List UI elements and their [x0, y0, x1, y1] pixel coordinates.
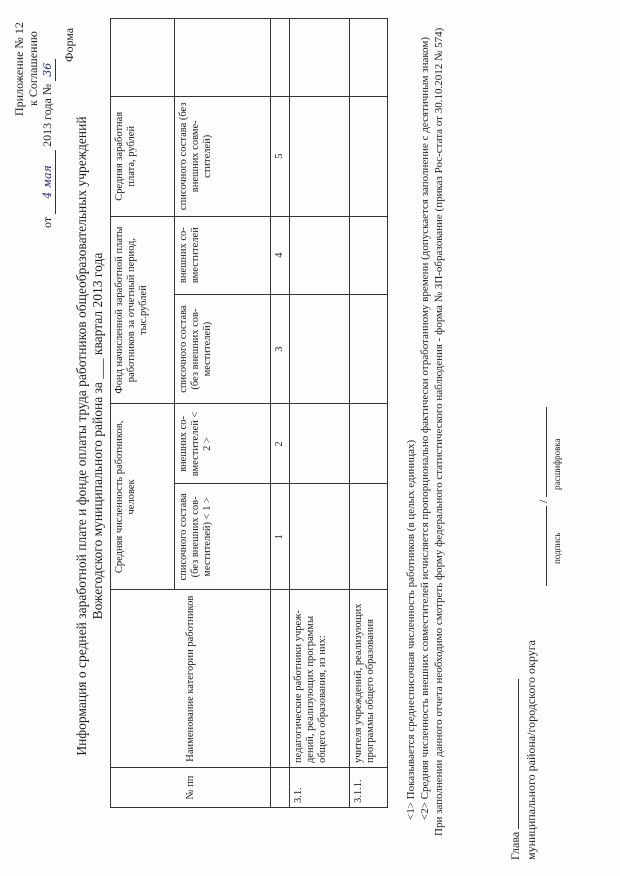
header-fund: Фонд начисленной заработной платы работников за отчетный период, тыс.рублей	[111, 216, 175, 404]
sign-slash: /	[536, 499, 550, 503]
footnote-3: При заполнении данного отчета необходимо смотреть форму федерального статистического наблюдения - форма № ЗП-образование (приказ Рос-стата от 30.10.2012 № 574)	[433, 27, 445, 836]
column-number: 1	[271, 484, 290, 590]
row-category: педагогические работники учреж-дений, реализующих программы общего образования, из них:	[290, 590, 350, 768]
row-cell	[290, 484, 350, 590]
footnote-2: <2> Средняя численность внешних совместителей исчисляется пропорционально фактически отработанному времени (допускается заполнение с десятичным знаком)	[419, 36, 431, 820]
column-number: 5	[271, 96, 290, 216]
form-label: Форма	[62, 27, 76, 62]
sign-line	[546, 506, 547, 586]
sign-caption: подпись	[552, 532, 562, 564]
subheader-headcount-external: внешних со-вместителей < 2 >	[175, 404, 271, 484]
date-number-handwritten: 36	[41, 59, 56, 81]
row-cell	[290, 19, 350, 97]
header-num: № пп	[111, 768, 271, 808]
date-prefix: от	[40, 216, 54, 228]
subheader-empty	[175, 19, 271, 97]
appendix-label: Приложение № 12	[12, 22, 26, 116]
row-cell	[290, 404, 350, 484]
row-cell	[350, 484, 388, 590]
subheader-headcount-list: списочного состава (без внешних сов-местителей) < 1 >	[175, 484, 271, 590]
salary-table	[110, 18, 388, 808]
row-num: 3.1.1.	[350, 768, 388, 808]
agreement-label: к Соглашению	[26, 31, 40, 106]
header-headcount: Средняя численность работников, человек	[111, 404, 175, 590]
row-cell	[350, 19, 388, 97]
title-line-1: Информация о средней заработной плате и фонде оплаты труда работников общеобразовательных учреждений	[74, 116, 89, 756]
head-line	[518, 679, 519, 829]
table-row	[290, 19, 350, 808]
column-number: 3	[271, 294, 290, 404]
column-number-row	[271, 19, 290, 808]
table-header-row	[111, 19, 175, 808]
header-category: Наименование категории работников	[111, 590, 271, 768]
row-category: учителя учреждений, реализующих программы общего образования	[350, 590, 388, 768]
decode-caption: расшифровка	[552, 438, 562, 490]
row-cell	[290, 216, 350, 294]
subheader-salary-list: списочного состава (без внешних совме-стителей)	[175, 96, 271, 216]
signature-head	[508, 679, 522, 860]
row-cell	[290, 96, 350, 216]
footnotes	[404, 16, 446, 836]
column-number: 4	[271, 216, 290, 294]
row-cell	[350, 404, 388, 484]
row-cell	[350, 96, 388, 216]
colnum-empty-1	[271, 768, 290, 808]
subheader-fund-list: списочного состава (без внешних сов-местителей)	[175, 294, 271, 404]
footnote-1: <1> Показывается среднесписочная численность работников (в целых единицах)	[405, 439, 417, 820]
header-salary: Средняя заработная плата, рублей	[111, 96, 175, 216]
colnum-empty-3	[271, 19, 290, 97]
colnum-empty-2	[271, 590, 290, 768]
row-num: 3.1.	[290, 768, 350, 808]
header-empty	[111, 19, 175, 97]
agreement-date	[40, 59, 56, 228]
table-row	[350, 19, 388, 808]
row-cell	[290, 294, 350, 404]
signature-district: муниципального района/городского округа	[524, 640, 538, 860]
subheader-fund-external: внешних со-вместителей	[175, 216, 271, 294]
row-cell	[350, 294, 388, 404]
head-label: Глава	[508, 831, 522, 860]
date-year: 2013 года №	[40, 83, 54, 147]
document-title	[74, 36, 106, 836]
row-cell	[350, 216, 388, 294]
signature-lines	[536, 407, 550, 586]
column-number: 2	[271, 404, 290, 484]
date-day-handwritten: 4 мая	[41, 150, 56, 214]
title-line-2: Вожегодского муниципального района за ___ квартал 2013 года	[90, 252, 105, 620]
decode-line	[546, 407, 547, 497]
